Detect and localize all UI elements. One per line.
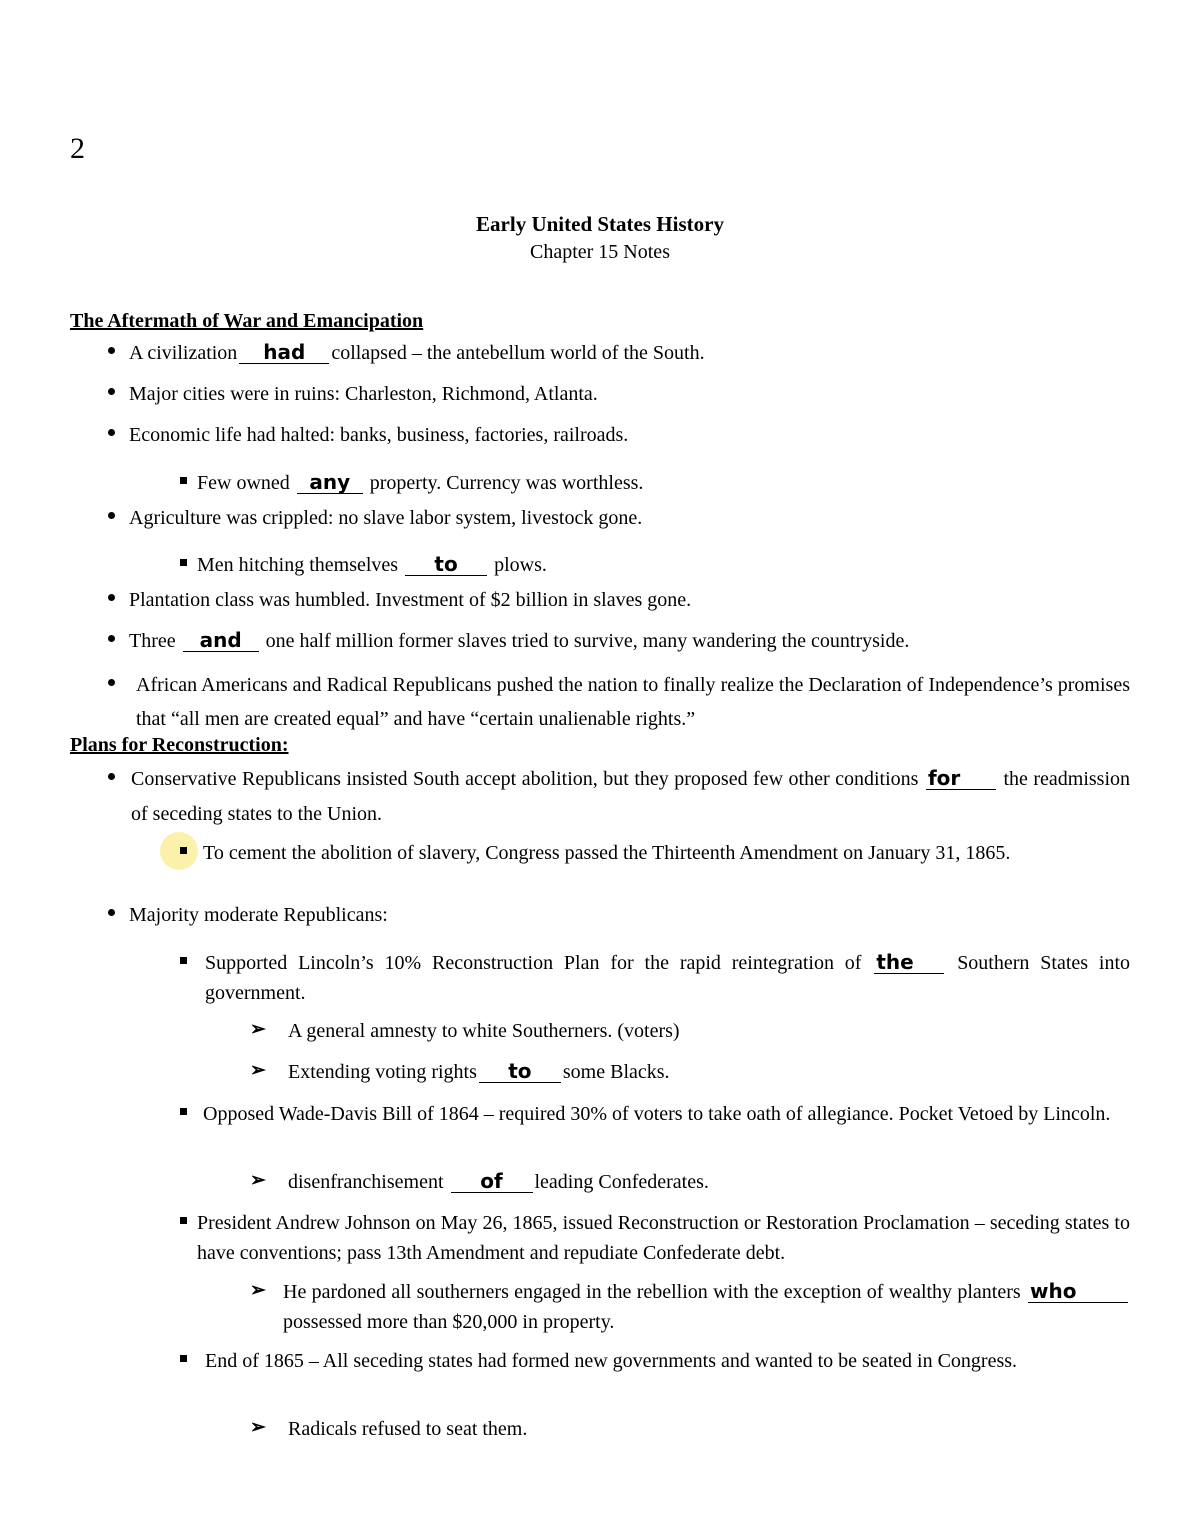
fill-in-answer: of	[451, 1170, 533, 1193]
fill-in-answer: who	[1028, 1280, 1128, 1303]
list-item: Agriculture was crippled: no slave labor system, livestock gone.	[129, 503, 1129, 533]
bullet-icon	[108, 512, 115, 519]
list-item: End of 1865 – All seceding states had formed new governments and wanted to be seated in Congress.	[205, 1346, 1130, 1376]
arrow-bullet-icon: ➢	[250, 1060, 266, 1081]
list-item: Plantation class was humbled. Investment of $2 billion in slaves gone.	[129, 585, 1129, 615]
fill-in-answer: the	[874, 951, 944, 974]
list-item: Majority moderate Republicans:	[129, 900, 1129, 930]
list-item: Few owned any property. Currency was worthless.	[197, 468, 1127, 498]
list-item: Opposed Wade-Davis Bill of 1864 – required 30% of voters to take oath of allegiance. Pocket Vetoed by Lincoln.	[203, 1099, 1130, 1129]
fill-in-answer: to	[405, 553, 487, 576]
list-item: Economic life had halted: banks, business, factories, railroads.	[129, 420, 1129, 450]
fill-in-answer: for	[926, 767, 996, 790]
fill-in-answer: and	[183, 629, 259, 652]
square-bullet-icon	[180, 1108, 187, 1115]
list-item: Conservative Republicans insisted South accept abolition, but they proposed few other conditions for the readmission of seceding states to the Union.	[131, 762, 1130, 832]
arrow-bullet-icon: ➢	[250, 1417, 266, 1438]
bullet-icon	[108, 594, 115, 601]
list-item: Men hitching themselves to plows.	[197, 550, 1127, 580]
bullet-icon	[108, 347, 115, 354]
document-title: Early United States History	[476, 212, 724, 236]
bullet-icon	[108, 429, 115, 436]
bullet-icon	[108, 635, 115, 642]
section-heading-aftermath: The Aftermath of War and Emancipation	[70, 310, 424, 332]
list-item: ➢ disenfranchisement of leading Confederates.	[250, 1169, 709, 1193]
list-item: To cement the abolition of slavery, Congress passed the Thirteenth Amendment on January 31, 1865.	[203, 838, 1130, 868]
list-item: ➢ Radicals refused to seat them.	[250, 1417, 528, 1440]
list-item: Three and one half million former slaves tried to survive, many wandering the countryside.	[129, 626, 1129, 656]
page-number: 2	[70, 132, 85, 165]
list-item: ➢ He pardoned all southerners engaged in the rebellion with the exception of wealthy planters whopossessed more than $20,000 in property.	[283, 1277, 1130, 1337]
list-item: Major cities were in ruins: Charleston, Richmond, Atlanta.	[129, 379, 1129, 409]
cursor-highlight	[160, 832, 198, 870]
arrow-bullet-icon: ➢	[250, 1170, 266, 1191]
list-item: ➢ Extending voting rights to some Blacks.	[250, 1059, 670, 1083]
bullet-icon	[108, 773, 115, 780]
square-bullet-icon	[180, 1355, 187, 1362]
list-item: President Andrew Johnson on May 26, 1865, issued Reconstruction or Restoration Proclamation – seceding states to have conventions; pass 13th Amendment and repudiate Confederate debt.	[197, 1208, 1130, 1268]
fill-in-answer: any	[297, 471, 363, 494]
arrow-bullet-icon: ➢	[250, 1280, 266, 1301]
list-item: A civilization had collapsed – the antebellum world of the South.	[129, 338, 1129, 368]
section-heading-plans: Plans for Reconstruction:	[70, 734, 289, 756]
list-item: ➢ A general amnesty to white Southerners. (voters)	[250, 1019, 680, 1042]
square-bullet-icon	[180, 1217, 187, 1224]
square-bullet-icon	[180, 477, 187, 484]
bullet-icon	[108, 909, 115, 916]
square-bullet-icon	[180, 847, 187, 854]
arrow-bullet-icon: ➢	[250, 1019, 266, 1040]
bullet-icon	[108, 388, 115, 395]
list-item: African Americans and Radical Republicans pushed the nation to finally realize the Declaration of Independence’s promises that “all men are created equal” and have “certain unalienable rights.”	[136, 668, 1130, 736]
title-block	[0, 210, 1200, 266]
fill-in-answer: had	[239, 341, 329, 364]
bullet-icon	[108, 679, 115, 686]
square-bullet-icon	[180, 957, 187, 964]
fill-in-answer: to	[479, 1060, 561, 1083]
document-subtitle: Chapter 15 Notes	[530, 241, 670, 263]
square-bullet-icon	[180, 559, 187, 566]
list-item: Supported Lincoln’s 10% Reconstruction Plan for the rapid reintegration of the Southern States into government.	[205, 948, 1130, 1008]
